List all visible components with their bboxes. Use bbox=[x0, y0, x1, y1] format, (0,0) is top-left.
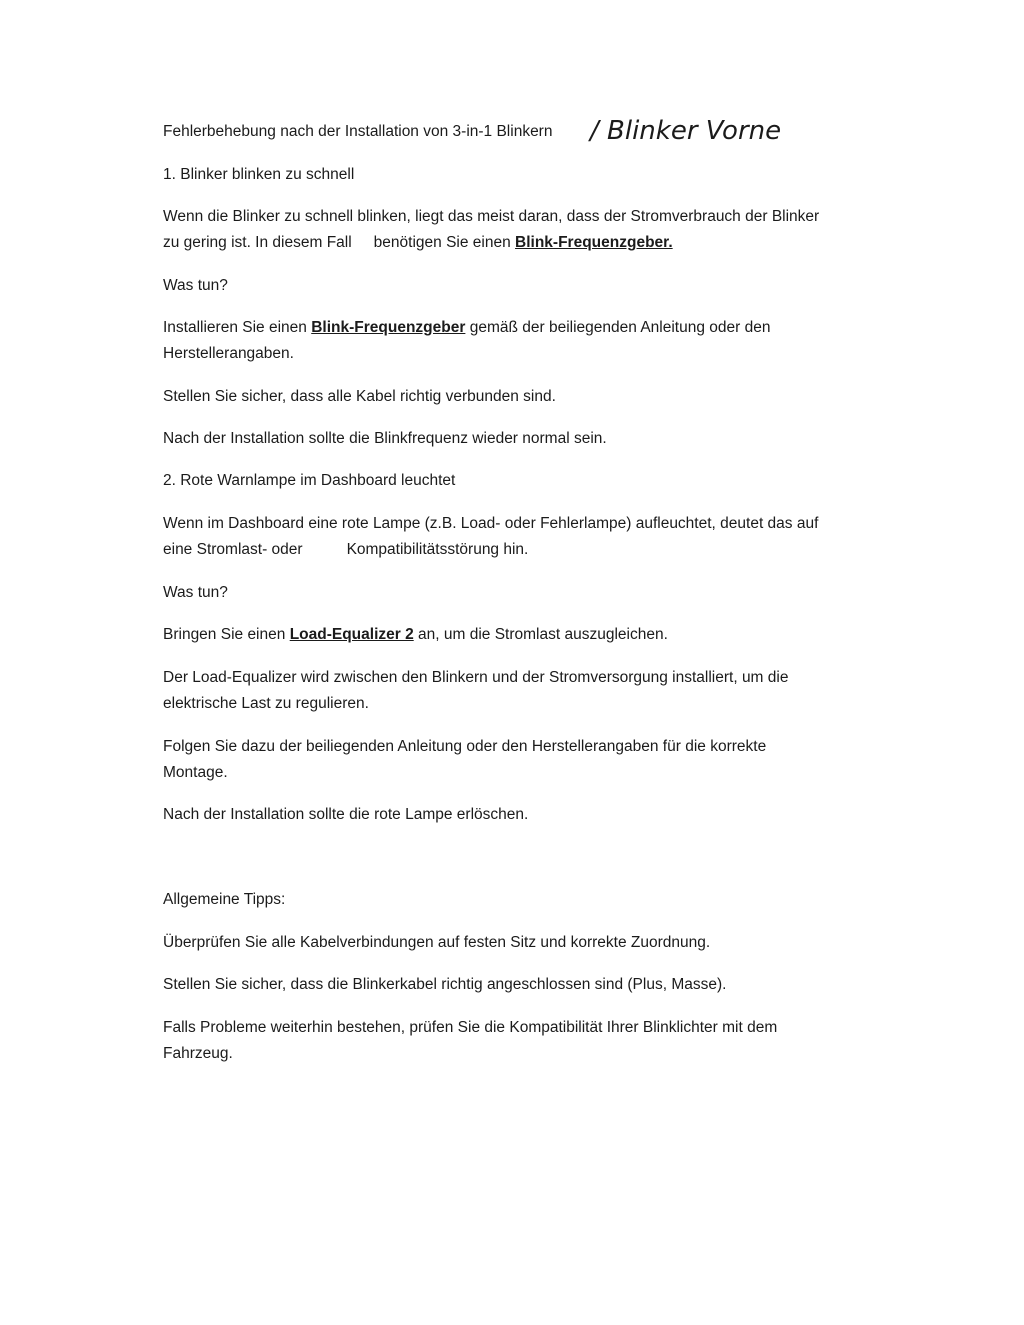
section2-heading: 2. Rote Warnlampe im Dashboard leuchtet bbox=[163, 472, 456, 489]
section2-intro-line1: Wenn im Dashboard eine rote Lampe (z.B. Load- oder Fehlerlampe) aufleuchtet, deutet das auf bbox=[163, 515, 819, 532]
section2-intro-line2-text-a: eine Stromlast- oder bbox=[163, 541, 303, 558]
tip-2: Stellen Sie sicher, dass die Blinkerkabel richtig angeschlossen sind (Plus, Masse). bbox=[163, 976, 727, 993]
section2-intro-line2 bbox=[163, 537, 883, 563]
section2-step3-line2: Montage. bbox=[163, 764, 228, 781]
blink-frequenzgeber-link[interactable]: Blink-Frequenzgeber. bbox=[515, 234, 673, 251]
section2-step2-line1: Der Load-Equalizer wird zwischen den Blinkern und der Stromversorgung installiert, um die bbox=[163, 669, 789, 686]
tip-3-line1: Falls Probleme weiterhin bestehen, prüfen Sie die Kompatibilität Ihrer Blinklichter mit dem bbox=[163, 1019, 778, 1036]
section1-was-tun: Was tun? bbox=[163, 277, 228, 294]
section1-step1-line2: Herstellerangaben. bbox=[163, 345, 294, 362]
document-title: Fehlerbehebung nach der Installation von 3-in-1 Blinkern bbox=[163, 123, 553, 140]
section1-intro-line2-text-a: zu gering ist. In diesem Fall bbox=[163, 234, 352, 251]
section1-step3: Nach der Installation sollte die Blinkfrequenz wieder normal sein. bbox=[163, 430, 607, 447]
section1-intro-line1: Wenn die Blinker zu schnell blinken, liegt das meist daran, dass der Stromverbrauch der Blinker bbox=[163, 208, 820, 225]
section1-heading: 1. Blinker blinken zu schnell bbox=[163, 166, 355, 183]
load-equalizer-link[interactable]: Load-Equalizer 2 bbox=[289, 626, 414, 643]
section2-step4: Nach der Installation sollte die rote Lampe erlöschen. bbox=[163, 806, 529, 823]
tips-heading: Allgemeine Tipps: bbox=[163, 891, 286, 908]
section1-intro-line2 bbox=[163, 230, 883, 256]
section2-was-tun: Was tun? bbox=[163, 584, 228, 601]
tip-3-line2: Fahrzeug. bbox=[163, 1045, 233, 1062]
tip-1: Überprüfen Sie alle Kabelverbindungen auf festen Sitz und korrekte Zuordnung. bbox=[163, 934, 711, 951]
section2-intro-line2-text-b: Kompatibilitätsstörung hin. bbox=[346, 541, 529, 558]
handwritten-title-note: / Blinker Vorne bbox=[590, 116, 782, 146]
section2-step1-text-a: Bringen Sie einen bbox=[163, 626, 286, 643]
section1-step2: Stellen Sie sicher, dass alle Kabel richtig verbunden sind. bbox=[163, 388, 556, 405]
section1-step1-line1 bbox=[163, 315, 883, 341]
section1-step1-text-a: Installieren Sie einen bbox=[163, 319, 307, 336]
section2-step3-line1: Folgen Sie dazu der beiliegenden Anleitung oder den Herstellerangaben für die korrekte bbox=[163, 738, 767, 755]
section1-intro-line2-text-b: benötigen Sie einen bbox=[373, 234, 511, 251]
section2-step1-text-b: an, um die Stromlast auszugleichen. bbox=[418, 626, 668, 643]
section1-step1-text-b: gemäß der beiliegenden Anleitung oder den bbox=[469, 319, 771, 336]
blink-frequenzgeber-link-2[interactable]: Blink-Frequenzgeber bbox=[311, 319, 466, 336]
section2-step1 bbox=[163, 622, 883, 648]
section2-step2-line2: elektrische Last zu regulieren. bbox=[163, 695, 369, 712]
